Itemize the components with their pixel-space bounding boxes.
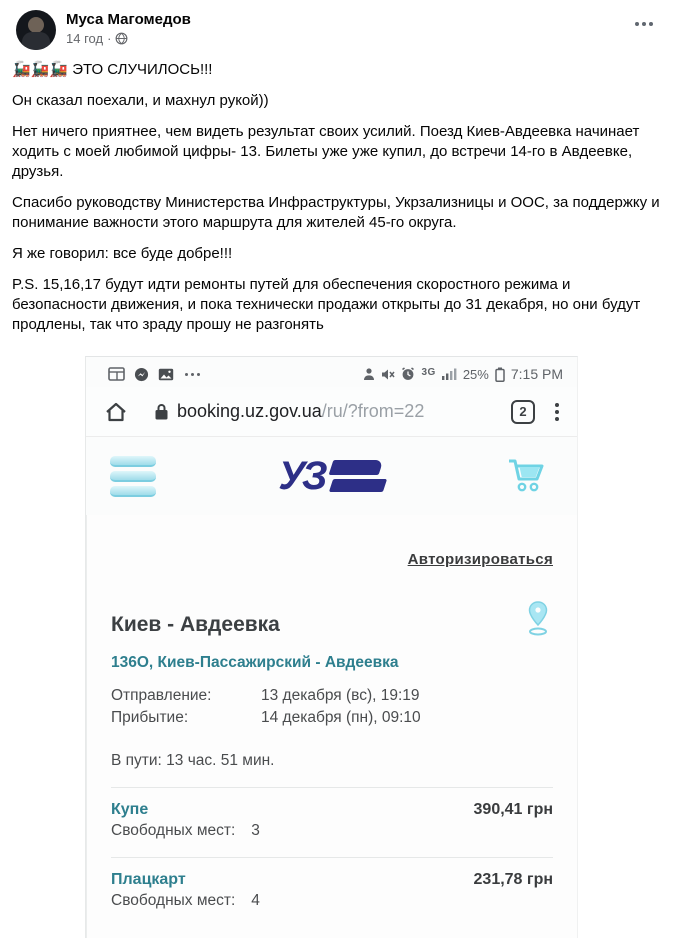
post-header-text (66, 10, 629, 46)
site-header (86, 437, 577, 515)
authorize-link[interactable]: Авторизироваться (407, 551, 553, 568)
browser-menu-button[interactable] (549, 399, 565, 425)
seats-count: 3 (251, 822, 260, 839)
route-title: Киев - Авдеевка (111, 613, 280, 636)
person-icon (363, 367, 375, 381)
gallery-icon (158, 368, 174, 381)
class-price: 231,78 грн (473, 871, 553, 888)
arrival-value: 14 декабря (пн), 09:10 (261, 709, 421, 726)
url-host: booking.uz.gov.ua (177, 401, 322, 421)
uz-logo-text: УЗ (278, 454, 325, 498)
post-paragraph: Спасибо руководству Министерства Инфраструктуры, Укрзализницы и ООС, за поддержку и понимание важности этого маршрута для жителей 45-го округа. (12, 194, 660, 231)
browser-address-bar (86, 387, 577, 437)
embedded-screenshot-image[interactable] (85, 356, 578, 938)
tab-counter-button[interactable]: 2 (511, 400, 535, 424)
post-body (0, 56, 675, 356)
uz-logo-train-shape (331, 460, 385, 492)
home-icon[interactable] (104, 401, 128, 423)
arrival-row (111, 707, 553, 729)
schedule (111, 685, 553, 729)
status-right-cluster (363, 366, 563, 382)
lock-icon (154, 403, 169, 421)
phone-status-bar (86, 357, 577, 387)
trip-duration: В пути: 13 час. 51 мин. (111, 752, 275, 769)
post-header (0, 0, 675, 56)
cart-icon[interactable] (507, 458, 547, 494)
hamburger-menu-icon[interactable] (110, 456, 156, 497)
url-path: /ru/?from=22 (321, 401, 425, 421)
battery-percent-label: 25% (462, 366, 489, 382)
mute-icon (381, 368, 395, 381)
author-name[interactable]: Муса Магомедов (66, 11, 191, 28)
status-overflow-icon (185, 373, 200, 376)
avatar[interactable] (16, 10, 56, 50)
alarm-icon (401, 367, 415, 381)
seats-label: Свободных мест: (111, 822, 236, 839)
post-paragraph: 🚂🚂🚂 ЭТО СЛУЧИЛОСЬ!!! (12, 61, 213, 78)
battery-icon (495, 367, 505, 382)
class-name[interactable]: Плацкарт (111, 871, 186, 888)
more-options-button[interactable] (629, 10, 659, 38)
class-name[interactable]: Купе (111, 801, 149, 818)
uz-logo[interactable] (156, 456, 507, 496)
status-left-icons (108, 367, 200, 382)
seats-count: 4 (251, 892, 260, 909)
seats-label: Свободных мест: (111, 892, 236, 909)
clock-label: 7:15 PM (510, 366, 563, 382)
class-price: 390,41 грн (473, 801, 553, 818)
ticket-class-row[interactable] (111, 871, 553, 910)
departure-row (111, 685, 553, 707)
ticket-class-row[interactable] (111, 801, 553, 840)
divider (111, 787, 553, 788)
privacy-globe-icon (115, 32, 128, 45)
messenger-icon (134, 367, 149, 382)
departure-value: 13 декабря (вс), 19:19 (261, 687, 420, 704)
departure-label: Отправление: (111, 687, 212, 704)
auth-row (111, 515, 553, 569)
signal-icon (442, 368, 457, 380)
route-row (111, 599, 553, 637)
post-paragraph: Он сказал поехали, и махнул рукой)) (12, 92, 269, 109)
location-pin-icon[interactable] (523, 599, 553, 637)
network-type-label: 3G (421, 366, 436, 378)
booking-card (86, 515, 577, 938)
post-paragraph: Я же говорил: все буде добре!!! (12, 245, 233, 262)
arrival-label: Прибытие: (111, 709, 189, 726)
divider (111, 857, 553, 858)
train-number-route[interactable]: 136О, Киев-Пассажирский - Авдеевка (111, 654, 399, 671)
post-paragraph: P.S. 15,16,17 будут идти ремонты путей для обеспечения скоростного режима и безопасности движения, и пока технически продажи открыты до 31 декабря, но они будут продлены, так что зраду прошу не разгонять (12, 276, 641, 333)
post-timestamp[interactable]: 14 год (66, 31, 104, 46)
meta-separator: · (107, 31, 112, 46)
window-icon (108, 367, 125, 381)
post-paragraph: Нет ничего приятнее, чем видеть результат своих усилий. Поезд Киев-Авдеевка начинает ходить с моей любимой цифры- 13. Билеты уже уже купил, до встречи 14-го в Авдеевке, друзья. (12, 123, 640, 180)
post-meta (66, 31, 629, 46)
url-field[interactable] (154, 401, 503, 422)
